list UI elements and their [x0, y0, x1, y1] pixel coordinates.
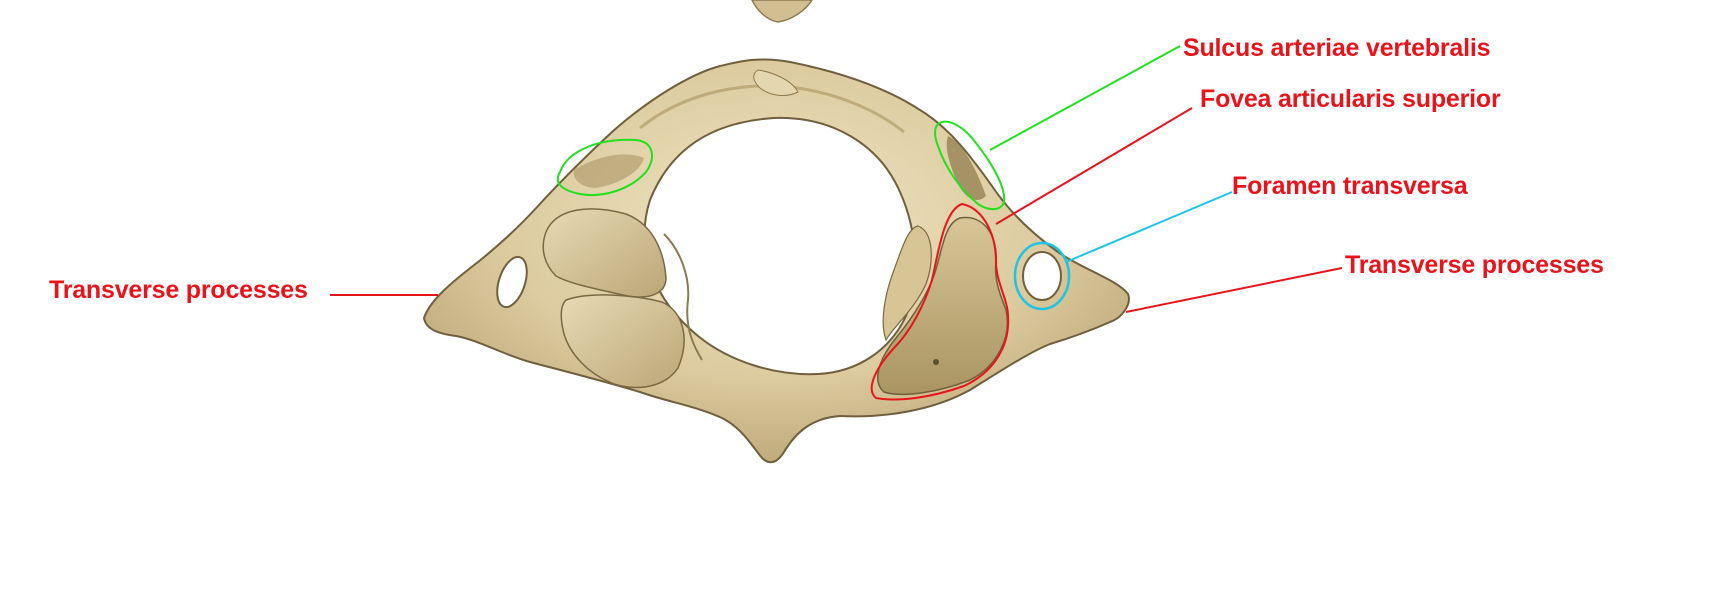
label-transverse-processes-left: Transverse processes	[49, 276, 308, 304]
label-foramen-transversa: Foramen transversa	[1232, 172, 1468, 200]
leader-sulcus	[990, 46, 1180, 150]
atlas-bone-body	[424, 59, 1129, 462]
label-fovea-articularis-superior: Fovea articularis superior	[1200, 85, 1501, 113]
label-transverse-processes-right: Transverse processes	[1345, 251, 1604, 279]
leader-fovea	[996, 108, 1192, 224]
label-sulcus-arteriae-vertebralis: Sulcus arteriae vertebralis	[1183, 34, 1491, 62]
facet-foramen-dot	[933, 359, 939, 365]
leader-transverse-right	[1126, 268, 1342, 312]
upper-bone-fragment	[752, 0, 812, 22]
right-foramen-hole	[1023, 252, 1061, 300]
leader-foramen	[1066, 192, 1232, 262]
